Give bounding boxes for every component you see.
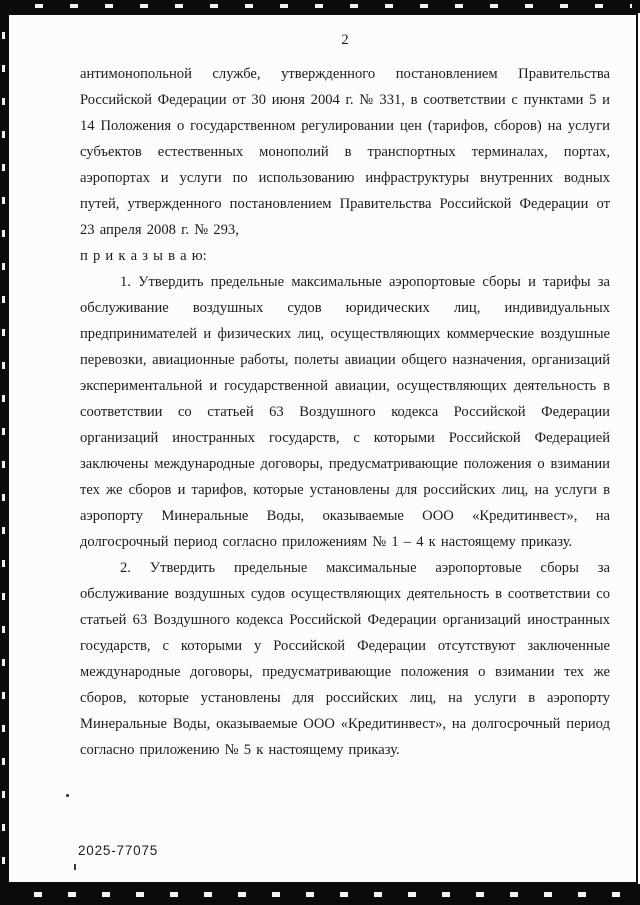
film-edge-left <box>0 0 7 905</box>
scan-artifact-tick <box>74 864 76 870</box>
body-paragraph-intro: антимонопольной службе, утвержденного постановлением Правительства Российской Федерации от 30 июня 2004 г. № 331, в соответствии с пунктами 5 и 14 Положения о государственном регулировании цен (тарифов, сборов) на услуги субъектов естественных монополий в транспортных терминалах, портах, аэропортах и услуги по использованию инфраструктуры внутренних водных путей, утвержденного постановлением Правительства Российской Федерации от 23 апреля 2008 г. № 293, <box>80 66 610 238</box>
page-number: 2 <box>341 32 349 48</box>
film-edge-bottom <box>0 884 640 905</box>
film-edge-bottom-dashes <box>8 892 632 897</box>
film-edge-top-dashes <box>8 4 632 8</box>
body-paragraph-item-1: 1. Утвердить предельные максимальные аэропортовые сборы и тарифы за обслуживание воздушных судов юридических лиц, индивидуальных предпринимателей и физических лиц, осуществляющих коммерческие воздушные перевозки, авиационные работы, полеты авиации общего назначения, организаций экспериментальной и государственной авиации, осуществляющих деятельность в соответствии со статьей 63 Воздушного кодекса Российской Федерации организаций иностранных государств, с которыми Российской Федерацией заключены международные договоры, предусматривающие положения о взимании тех же сборов и тарифов, которые установлены для российских лиц, на услуги в аэропорту Минеральные Воды, оказываемые ООО «Кредитинвест», на долгосрочный период согласно приложениям № 1 – 4 к настоящему приказу. <box>80 274 610 550</box>
body-paragraph-prikazyvayu: п р и к а з ы в а ю: <box>80 248 207 264</box>
film-edge-top <box>0 0 640 13</box>
document-id-stamp: 2025-77075 <box>78 843 159 858</box>
document-body <box>80 32 610 763</box>
film-edge-left-dashes <box>2 6 5 899</box>
body-paragraph-item-2: 2. Утвердить предельные максимальные аэропортовые сборы за обслуживание воздушных судов осуществляющих деятельность в соответствии со статьей 63 Воздушного кодекса Российской Федерации организаций иностранных государств, с которыми у Российской Федерации отсутствуют заключенные международные договоры, предусматривающие положения о взимании тех же сборов, которые установлены для российских лиц, на услуги в аэропорту Минеральные Воды, оказываемые ООО «Кредитинвест», на долгосрочный период согласно приложению № 5 к настоящему приказу. <box>80 560 610 758</box>
scan-artifact-dot <box>66 794 69 797</box>
